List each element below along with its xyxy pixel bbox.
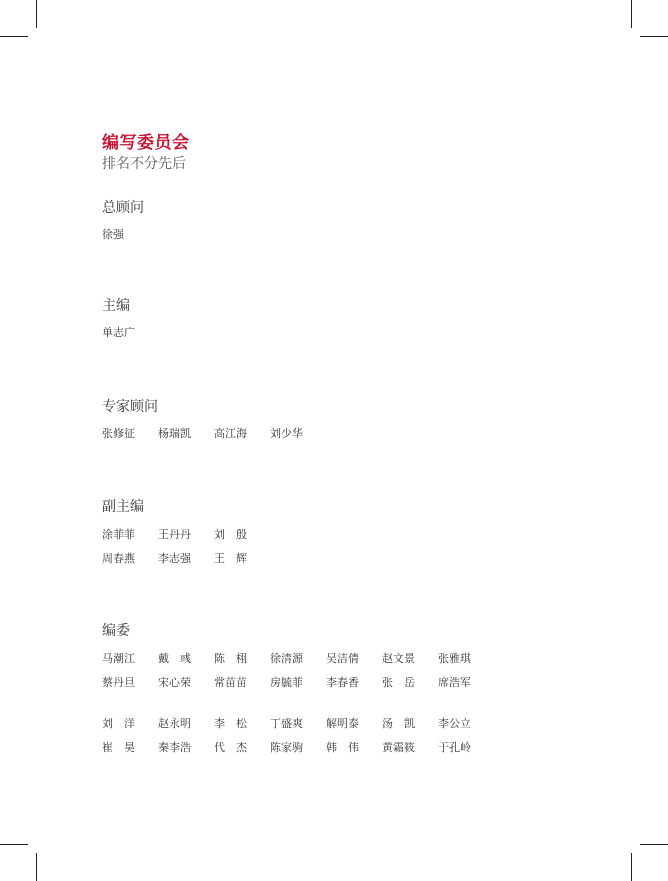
crop-mark-bottom-right-horizontal <box>640 844 668 845</box>
page-title: 编写委员会 <box>102 133 190 153</box>
member-name: 房毓菲 <box>270 676 303 689</box>
member-name: 于孔岭 <box>438 741 471 754</box>
names-row <box>102 550 270 566</box>
crop-mark-top-right-horizontal <box>640 36 668 37</box>
names-row <box>102 650 494 666</box>
member-name: 徐清源 <box>270 652 303 665</box>
crop-mark-top-left-horizontal <box>0 36 28 37</box>
crop-mark-top-left-vertical <box>36 0 37 28</box>
member-name: 刘 殷 <box>214 528 247 541</box>
member-name: 刘 洋 <box>102 717 135 730</box>
member-name: 秦李浩 <box>158 741 191 754</box>
section-editor-in-chief <box>102 295 158 340</box>
names-row <box>102 226 158 242</box>
member-name: 张雅琪 <box>438 652 471 665</box>
section-heading: 主编 <box>102 298 130 314</box>
section-chief-advisor <box>102 197 158 242</box>
member-name: 马潮江 <box>102 652 135 665</box>
section-heading: 总顾问 <box>102 200 144 216</box>
member-name: 蔡丹旦 <box>102 676 135 689</box>
section-heading: 专家顾问 <box>102 399 158 415</box>
member-name: 周春燕 <box>102 552 135 565</box>
member-name: 吴洁倩 <box>326 652 359 665</box>
member-name: 高江海 <box>214 427 247 440</box>
names-row <box>102 715 494 731</box>
section-heading: 编委 <box>102 623 130 639</box>
names-row <box>102 324 158 340</box>
section-editorial-board <box>102 620 494 755</box>
member-name: 杨瑞凯 <box>158 427 191 440</box>
member-name: 常苗苗 <box>214 676 247 689</box>
member-name: 戴 彧 <box>158 652 191 665</box>
section-expert-advisors <box>102 396 326 441</box>
member-name: 崔 昊 <box>102 741 135 754</box>
member-name: 汤 凯 <box>382 717 415 730</box>
names-row <box>102 526 270 542</box>
section-heading: 副主编 <box>102 499 144 515</box>
member-name: 赵文景 <box>382 652 415 665</box>
crop-mark-bottom-left-horizontal <box>0 844 28 845</box>
member-name: 李公立 <box>438 717 471 730</box>
member-name: 丁盛爽 <box>270 717 303 730</box>
crop-mark-bottom-left-vertical <box>36 853 37 881</box>
member-name: 李 松 <box>214 717 247 730</box>
crop-mark-bottom-right-vertical <box>631 853 632 881</box>
member-name: 陈 栩 <box>214 652 247 665</box>
member-name: 王丹丹 <box>158 528 191 541</box>
member-name: 刘少华 <box>270 427 303 440</box>
member-name: 李春香 <box>326 676 359 689</box>
member-name: 张修征 <box>102 427 135 440</box>
member-name: 张 岳 <box>382 676 415 689</box>
member-name: 宋心荣 <box>158 676 191 689</box>
section-deputy-editors <box>102 496 270 566</box>
member-name: 王 辉 <box>214 552 247 565</box>
member-name: 徐强 <box>102 228 124 241</box>
names-row <box>102 674 494 690</box>
member-name: 赵永明 <box>158 717 191 730</box>
names-row <box>102 739 494 755</box>
member-name: 席浩军 <box>438 676 471 689</box>
member-name: 黄霜筱 <box>382 741 415 754</box>
member-name: 解明泰 <box>326 717 359 730</box>
member-name: 涂菲菲 <box>102 528 135 541</box>
crop-mark-top-right-vertical <box>631 0 632 28</box>
member-name: 李志强 <box>158 552 191 565</box>
names-row <box>102 425 326 441</box>
member-name: 单志广 <box>102 326 135 339</box>
member-name: 陈家驹 <box>270 741 303 754</box>
member-name: 韩 伟 <box>326 741 359 754</box>
page-subtitle: 排名不分先后 <box>102 156 186 172</box>
member-name: 代 杰 <box>214 741 247 754</box>
